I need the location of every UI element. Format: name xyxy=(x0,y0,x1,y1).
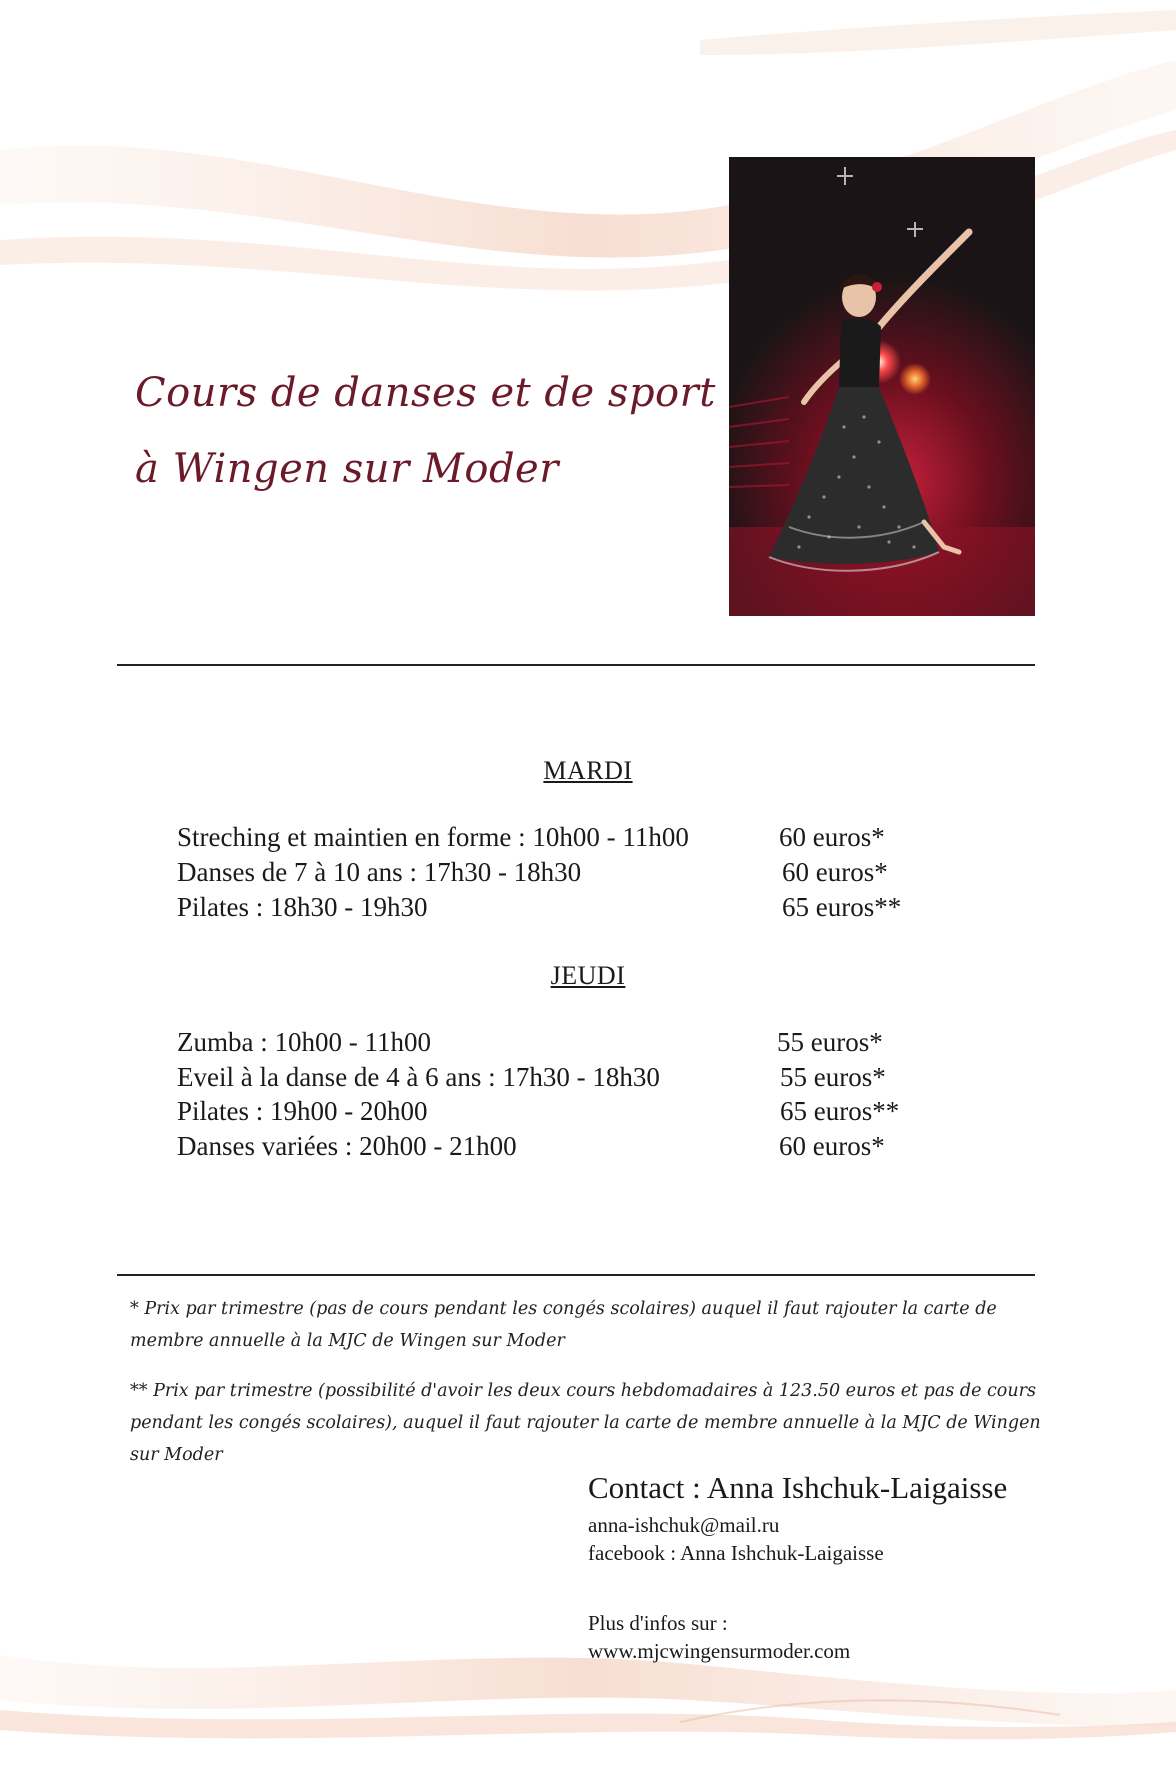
top-divider xyxy=(117,664,1035,666)
title-line-1: Cours de danses et de sport xyxy=(135,370,716,416)
contact-facebook: facebook : Anna Ishchuk-Laigaisse xyxy=(588,1541,884,1565)
class-description: Danses de 7 à 10 ans : 17h30 - 18h30 xyxy=(177,857,582,887)
class-description: Eveil à la danse de 4 à 6 ans : 17h30 - 18h30 xyxy=(177,1062,660,1092)
price-notes xyxy=(130,1293,1045,1357)
class-price: 65 euros** xyxy=(780,1096,900,1126)
day-heading-mardi: MARDI xyxy=(543,756,633,785)
flyer-title xyxy=(135,355,725,507)
schedule-row xyxy=(177,820,957,854)
class-price: 60 euros* xyxy=(782,857,888,887)
more-info-label: Plus d'infos sur : xyxy=(588,1611,728,1635)
dancer-photo xyxy=(729,157,1035,616)
schedule-row xyxy=(177,1094,957,1128)
website-link[interactable]: www.mjcwingensurmoder.com xyxy=(588,1639,851,1663)
price-note-1: * Prix par trimestre (pas de cours pendant les congés scolaires) auquel il faut rajouter la carte de membre annuelle à la MJC de Wingen sur Moder xyxy=(130,1299,997,1351)
title-line-2: à Wingen sur Moder xyxy=(135,446,559,492)
contact-title: Contact : Anna Ishchuk-Laigaisse xyxy=(588,1470,1008,1505)
class-description: Pilates : 19h00 - 20h00 xyxy=(177,1096,428,1126)
class-price: 60 euros* xyxy=(779,822,885,852)
schedule-row xyxy=(177,1129,957,1163)
schedule-row xyxy=(177,1025,957,1059)
class-description: Danses variées : 20h00 - 21h00 xyxy=(177,1131,517,1161)
class-price: 65 euros** xyxy=(782,892,902,922)
class-price: 55 euros* xyxy=(780,1062,886,1092)
schedule-row xyxy=(177,1060,957,1094)
class-price: 60 euros* xyxy=(779,1131,885,1161)
class-description: Streching et maintien en forme : 10h00 - 11h00 xyxy=(177,822,689,852)
price-note-2: ** Prix par trimestre (possibilité d'avoir les deux cours hebdomadaires à 123.50 euros et pas de cours pendant les congés scolaires), auquel il faut rajouter la carte de membre annuelle à la MJC de Wingen sur Moder xyxy=(130,1381,1041,1465)
schedule-row xyxy=(177,855,957,889)
day-heading-jeudi: JEUDI xyxy=(550,961,626,990)
class-price: 55 euros* xyxy=(777,1027,883,1057)
class-description: Pilates : 18h30 - 19h30 xyxy=(177,892,428,922)
class-description: Zumba : 10h00 - 11h00 xyxy=(177,1027,431,1057)
price-notes xyxy=(130,1375,1045,1471)
bottom-divider xyxy=(117,1274,1035,1276)
schedule-row xyxy=(177,890,957,924)
contact-email[interactable]: anna-ishchuk@mail.ru xyxy=(588,1513,780,1537)
